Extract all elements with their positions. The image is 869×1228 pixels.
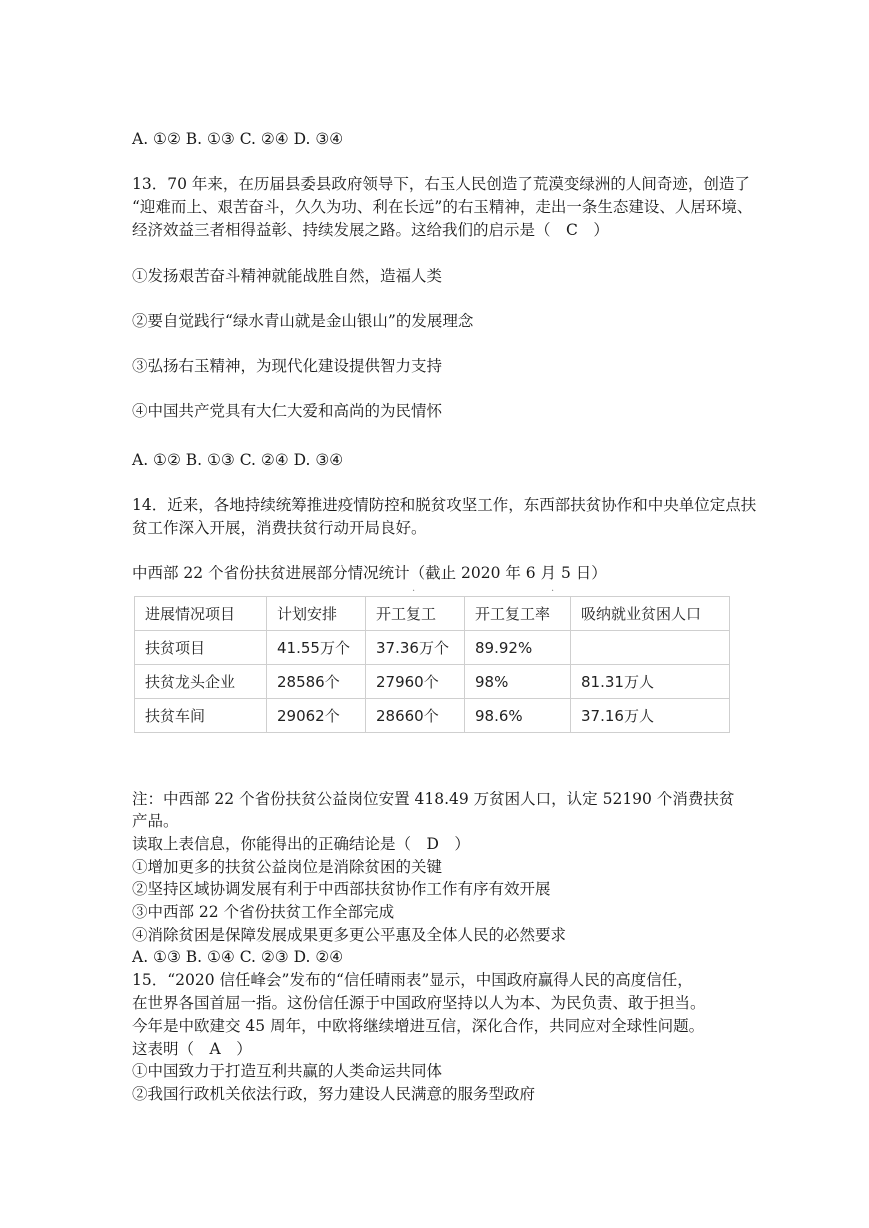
question-15-item: ②我国行政机关依法行政，努力建设人民满意的服务型政府 xyxy=(132,1085,536,1103)
table-header-cell: 进展情况项目 xyxy=(135,597,267,631)
question-14-item: ②坚持区域协调发展有利于中西部扶贫协作工作有序有效开展 xyxy=(132,880,551,898)
question-15-item: ①中国致力于打造互利共赢的人类命运共同体 xyxy=(132,1062,443,1080)
table-row xyxy=(135,631,730,665)
question-14-stem-line: 14．近来，各地持续统筹推进疫情防控和脱贫攻坚工作，东西部扶贫协作和中央单位定点扶 xyxy=(132,496,757,514)
question-15-stem-line: 今年是中欧建交 45 周年，中欧将继续增进互信，深化合作，共同应对全球性问题。 xyxy=(132,1017,705,1035)
question-13-item: ②要自觉践行“绿水青山就是金山银山”的发展理念 xyxy=(132,312,474,330)
table-cell: 37.36万个 xyxy=(366,631,465,665)
question-13-item: ③弘扬右玉精神，为现代化建设提供智力支持 xyxy=(132,357,443,375)
question-14-item: ④消除贫困是保障发展成果更多更公平惠及全体人民的必然要求 xyxy=(132,926,567,944)
table-cell: 28660个 xyxy=(366,699,465,733)
scan-mark: · xyxy=(412,586,416,597)
question-13-options: A. ①② B. ①③ C. ②④ D. ③④ xyxy=(132,451,344,469)
question-15-stem-line: 这表明（ A ） xyxy=(132,1040,252,1058)
question-13-stem-line: “迎难而上、艰苦奋斗，久久为功、利在长远”的右玉精神，走出一条生态建设、人居环境、 xyxy=(132,198,753,216)
table-cell: 98% xyxy=(465,665,571,699)
question-14-item: ③中西部 22 个省份扶贫工作全部完成 xyxy=(132,903,395,921)
table-header-cell: 开工复工率 xyxy=(465,597,571,631)
table-cell: 98.6% xyxy=(465,699,571,733)
table-cell: 81.31万人 xyxy=(571,665,730,699)
question-13-stem-line: 13．70 年来，在历届县委县政府领导下，右玉人民创造了荒漠变绿洲的人间奇迹，创造了 xyxy=(132,175,750,193)
table-header-cell: 开工复工 xyxy=(366,597,465,631)
question-15-stem-line: 在世界各国首屈一指。这份信任源于中国政府坚持以人为本、为民负责、敢于担当。 xyxy=(132,994,706,1012)
poverty-stats-table xyxy=(134,596,730,733)
table-cell: 扶贫项目 xyxy=(135,631,267,665)
table-cell: 27960个 xyxy=(366,665,465,699)
question-13-item: ④中国共产党具有大仁大爱和高尚的为民情怀 xyxy=(132,402,443,420)
question-14-stem-line: 贫工作深入开展，消费扶贫行动开局良好。 xyxy=(132,519,427,537)
question-13-item: ①发扬艰苦奋斗精神就能战胜自然，造福人类 xyxy=(132,267,443,285)
table-cell: 扶贫龙头企业 xyxy=(135,665,267,699)
table-cell: 扶贫车间 xyxy=(135,699,267,733)
question-13-stem-line: 经济效益三者相得益彰、持续发展之路。这给我们的启示是（ C ） xyxy=(132,221,609,239)
table-cell: 29062个 xyxy=(267,699,366,733)
scan-mark: · xyxy=(551,586,555,597)
table-cell: 28586个 xyxy=(267,665,366,699)
table-header-row xyxy=(135,597,730,631)
question-14-prompt: 读取上表信息，你能得出的正确结论是（ D ） xyxy=(132,835,470,853)
table-cell: 89.92% xyxy=(465,631,571,665)
table-cell xyxy=(571,631,730,665)
question-15-stem-line: 15．“2020 信任峰会”发布的“信任晴雨表”显示，中国政府赢得人民的高度信任， xyxy=(132,971,693,989)
table-header-cell: 计划安排 xyxy=(267,597,366,631)
table-note-line: 注：中西部 22 个省份扶贫公益岗位安置 418.49 万贫困人口，认定 52190 个消费扶贫 xyxy=(132,790,735,808)
question-14-item: ①增加更多的扶贫公益岗位是消除贫困的关键 xyxy=(132,858,443,876)
table-header-cell: 吸纳就业贫困人口 xyxy=(571,597,730,631)
table-note-line: 产品。 xyxy=(132,812,179,830)
table-title: 中西部 22 个省份扶贫进展部分情况统计（截止 2020 年 6 月 5 日） xyxy=(132,564,607,582)
table-cell: 41.55万个 xyxy=(267,631,366,665)
table-cell: 37.16万人 xyxy=(571,699,730,733)
question-12-options: A. ①② B. ①③ C. ②④ D. ③④ xyxy=(132,130,344,148)
table-row xyxy=(135,665,730,699)
question-14-options: A. ①③ B. ①④ C. ②③ D. ②④ xyxy=(132,948,344,966)
table-row xyxy=(135,699,730,733)
